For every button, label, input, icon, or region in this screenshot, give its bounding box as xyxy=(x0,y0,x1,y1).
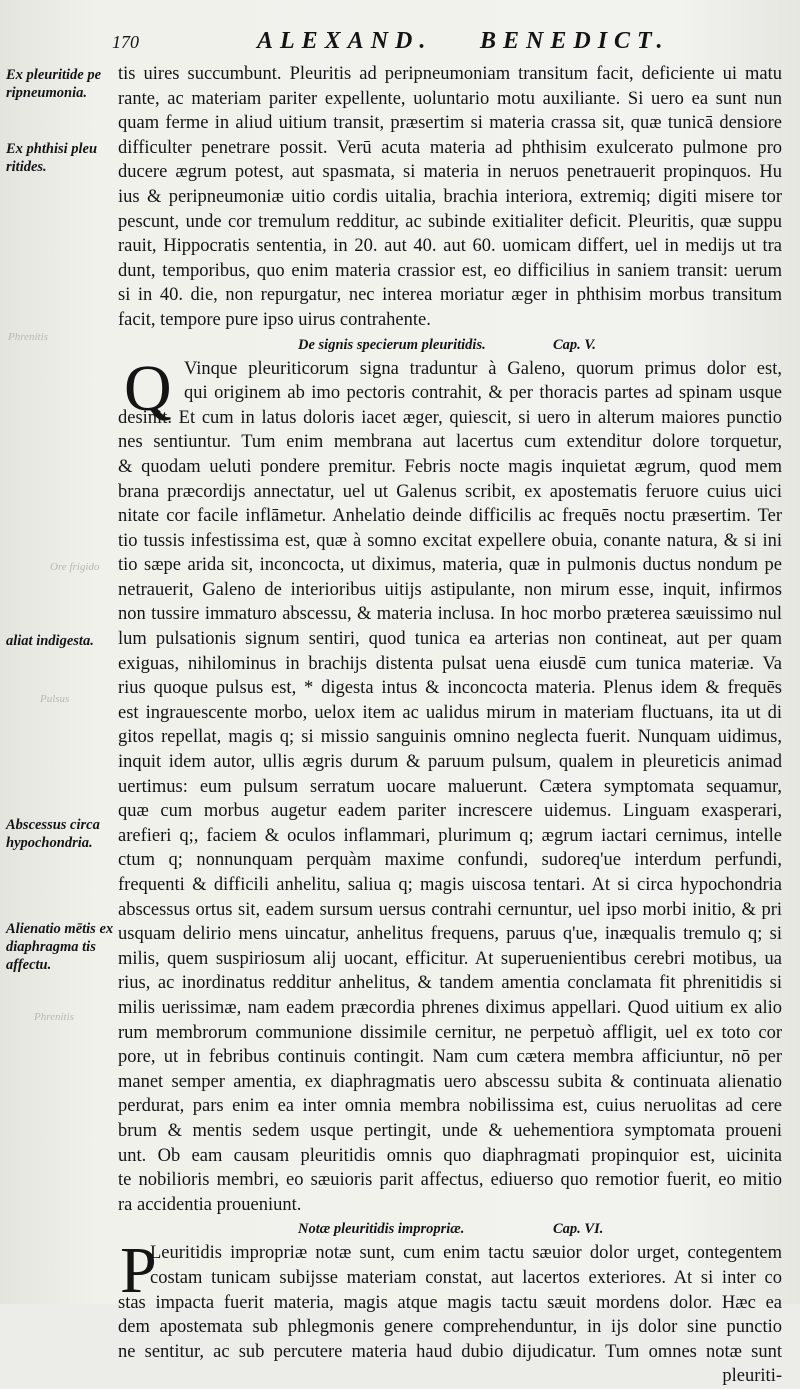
ghost-mark: Ore frigido xyxy=(50,561,100,573)
paragraph-continuation xyxy=(118,62,782,333)
text-line: qui originem ab imo pectoris contrahit, & per thoracis partes ad spinam usque xyxy=(184,383,782,404)
text-line: manet semper amentia, ex diaphragmatis uero abscessu subita & continuata alienatio xyxy=(118,1071,782,1092)
chapter-number: Cap. V. xyxy=(553,336,596,353)
text-line: abscessus ortus sit, eadem sursum uersus contrahi cernuntur, uel ipso morbi initio, & pri xyxy=(118,899,782,920)
text-line: brum & mentis sedem usque pertingit, unde & uehementiora symptomata proueni xyxy=(118,1120,782,1141)
text-line: rius quoque pulsus est, * digesta intus & inconcocta materia. Plenus idem & frequēs xyxy=(118,678,782,699)
text-line: brana præcordijs annectatur, uel ut Galenus scribit, ex apostematis feruore cuius uici xyxy=(118,481,782,502)
drop-cap: Q xyxy=(124,351,172,425)
running-header xyxy=(112,28,762,64)
chapter-title: Notæ pleuritidis impropriæ. xyxy=(298,1221,465,1238)
text-line: Vinque pleuriticorum signa traduntur à Galeno, quorum primus dolor est, xyxy=(184,358,782,379)
text-line: unt. Ob eam causam pleuritidis omnis quo diaphragmati propinquior est, uicinita xyxy=(118,1145,782,1166)
drop-cap: P xyxy=(120,1234,157,1308)
body-text xyxy=(118,62,782,1389)
text-line: dem apostemata sub phlegmonis genere comprehenduntur, in ijs dolor sine punctio xyxy=(118,1317,782,1338)
text-line: si in 40. die, non repurgatur, nec interea moriatur æger in phthisim morbus transitum xyxy=(118,285,782,306)
paragraph xyxy=(118,351,782,1218)
text-line: tio sæpe arida sit, inconcocta, ut diximus, materia, quæ in pulmonis ductus nondum pe xyxy=(118,555,782,576)
text-line: inquit idem autor, ullis ægris durum & paruum pulsum, qualem in pleureticis animad xyxy=(118,752,782,773)
ghost-mark: Pulsus xyxy=(40,693,70,705)
text-line: quam ferme in aliud uitium transit, præsertim si materia crassa sit, quæ tunicā densiore xyxy=(118,113,782,134)
text-line: dunt, temporibus, quo enim materia crassior est, eo difficilius in saniem transit: uerum xyxy=(118,260,782,281)
text-line: rum membrorum communione dissimile cernitur, ne perpetuò affligit, uel ex toto cor xyxy=(118,1022,782,1043)
text-line: milis uerissimæ, nam eadem præcordia phrenes diximus appellari. Quod uitium ex alio xyxy=(118,997,782,1018)
text-line: difficulter penetrare possit. Verū acuta materia ad phthisim exulcerato pulmone pro xyxy=(118,137,782,158)
text-line: & quodam ueluti pondere premitur. Febris nocte magis inquietat ægrum, quod mem xyxy=(118,456,782,477)
text-line: est ingrauescente morbo, uelox item ac ualidus mirum in materiam fluctuans, ita ut di xyxy=(118,702,782,723)
text-line: usquam delirio mens uincatur, anhelitus frequens, paruus q'ue, inæqualis tremulo q; si xyxy=(118,924,782,945)
catchword: pleuriti- xyxy=(722,1366,782,1387)
paragraph xyxy=(118,1234,782,1389)
text-line: ra accidentia proueniunt. xyxy=(118,1194,302,1215)
text-line: exiguas, nihilominus in brachijs distenta pulsat uena eiusdē cum tunica materiæ. Va xyxy=(118,653,782,674)
text-line: tis uires succumbunt. Pleuritis ad peripneumoniam transitum facit, deficiente ui matu xyxy=(118,64,782,84)
text-line: pore, ut in febribus continuis contingit. Nam cum cætera membra afficiuntur, nō per xyxy=(118,1047,782,1068)
text-line: ducere ægrum potest, aut spasmata, si materia in neruos penetrauerit propinquos. Hu xyxy=(118,162,782,183)
text-line: lum pulsationis signum sentiri, quod tunica ea arterias non contineat, aut per quam xyxy=(118,629,782,650)
text-line: nes sentiuntur. Tum enim membrana aut lacertus cum extenditur dolore torquetur, xyxy=(118,432,782,453)
ghost-mark: Phrenitis xyxy=(34,1011,74,1023)
text-line: milis, quem suspiriosum alij uocant, efficitur. At superuenientibus cerebri motibus, ua xyxy=(118,948,782,969)
text-line: uertimus: eum pulsum serratum uocare maluerunt. Cætera symptomata sequamur, xyxy=(118,776,782,797)
text-line: desinit. Et cum in latus doloris iacet æger, quiescit, si uero in alterum maiores punctio xyxy=(118,407,782,428)
text-line: rante, ac materiam pariter expellente, uoluntario motu auxiliante. Si uero ea sunt nun xyxy=(118,88,782,109)
text-line: facit, tempore pure ipso uirus contrahente. xyxy=(118,309,431,330)
text-line: te nobilioris membri, eo sæuioris parit affectus, ediuerso quo remotior fuerit, eo mitio xyxy=(118,1170,782,1191)
text-line: ne sentitur, ac sub percutere materia haud dubio dijudicatur. Tum omnes notæ sunt xyxy=(118,1341,782,1362)
text-line: rius, ac inordinatus redditur anhelitus, & tandem amentia conclamata fit phrenitidis si xyxy=(118,973,782,994)
text-line: quæ cum morbus augetur eadem pariter increscere uidemus. Linguam exasperari, xyxy=(118,801,782,822)
margin-note: Ex pleuritide pe ripneumonia. xyxy=(6,67,102,101)
running-title-right: BENEDICT. xyxy=(480,28,670,54)
page-number: 170 xyxy=(112,32,139,52)
chapter-title: De signis specierum pleuritidis. xyxy=(298,336,486,353)
margin-note: Alienatio mētis ex diaphragma tis affectu. xyxy=(6,921,114,973)
text-line: non tussire immaturo abscessu, & materia inclusa. In hoc morbo præterea sæuissimo nul xyxy=(118,604,782,625)
text-line: ius & peripneumoniæ uitio cordis uitalia, brachia interiora, extremiq; digiti misere tor xyxy=(118,186,782,207)
chapter-heading xyxy=(118,1217,782,1241)
text-line: arefieri q;, faciem & oculos inflammari, plurimum q; ægrum iactari cernimus, intelle xyxy=(118,825,782,846)
text-line: nitate cor facile inflāmetur. Anhelatio deinde difficilis ac frequēs noctu præsertim. Ter xyxy=(118,506,782,527)
ghost-mark: Phrenitis xyxy=(8,331,48,343)
text-line: costam tunicam subijsse materiam constat, aut lacertos exteriores. At si inter co xyxy=(150,1267,782,1288)
text-line: ctum q; nonnunquam perquàm maxime confundi, sudoreq'ue interdum perfundi, xyxy=(118,850,782,871)
text-line: gitos repellat, magis q; si missio sanguinis omnino neglecta fuerit. Nunquam uidimus, xyxy=(118,727,782,748)
text-line: frequenti & difficili anhelitu, saliua q; magis uiscosa tentari. At si circa hypochondria xyxy=(118,875,782,895)
text-line: perdurat, pars enim ea inter omnia membra nobilissima est, cuius neruolitas ad cere xyxy=(118,1096,782,1117)
chapter-number: Cap. VI. xyxy=(553,1221,604,1238)
text-line: Leuritidis impropriæ notæ sunt, cum enim tactu sæuior dolor urget, contegentem xyxy=(150,1243,782,1264)
text-line: tio tussis infestissima est, quæ à somno excitat expellere obuia, conante natura, & si ini xyxy=(118,530,782,551)
margin-note: aliat indigesta. xyxy=(6,633,94,649)
margin-note: Ex phthisi pleu ritides. xyxy=(6,141,98,175)
text-line: stas impacta fuerit materia, magis atque magis tactu sæuit mordens dolor. Hæc ea xyxy=(118,1292,782,1313)
text-line: rauit, Hippocratis sententia, in 20. aut 40. aut 60. uomicam differt, uel in medijs ut tra xyxy=(118,236,782,257)
chapter-heading xyxy=(118,333,782,357)
margin-note: Abscessus circa hypochondria. xyxy=(6,817,100,851)
text-line: pescunt, unde cor tremulum redditur, ac subinde exitialiter deficit. Pleuritis, quæ suppu xyxy=(118,211,782,232)
text-line: netrauerit, Galeno de interioribus uitijs astipulante, non mirum esse, inquit, infirmos xyxy=(118,579,782,600)
running-title-left: ALEXAND. xyxy=(257,28,433,54)
